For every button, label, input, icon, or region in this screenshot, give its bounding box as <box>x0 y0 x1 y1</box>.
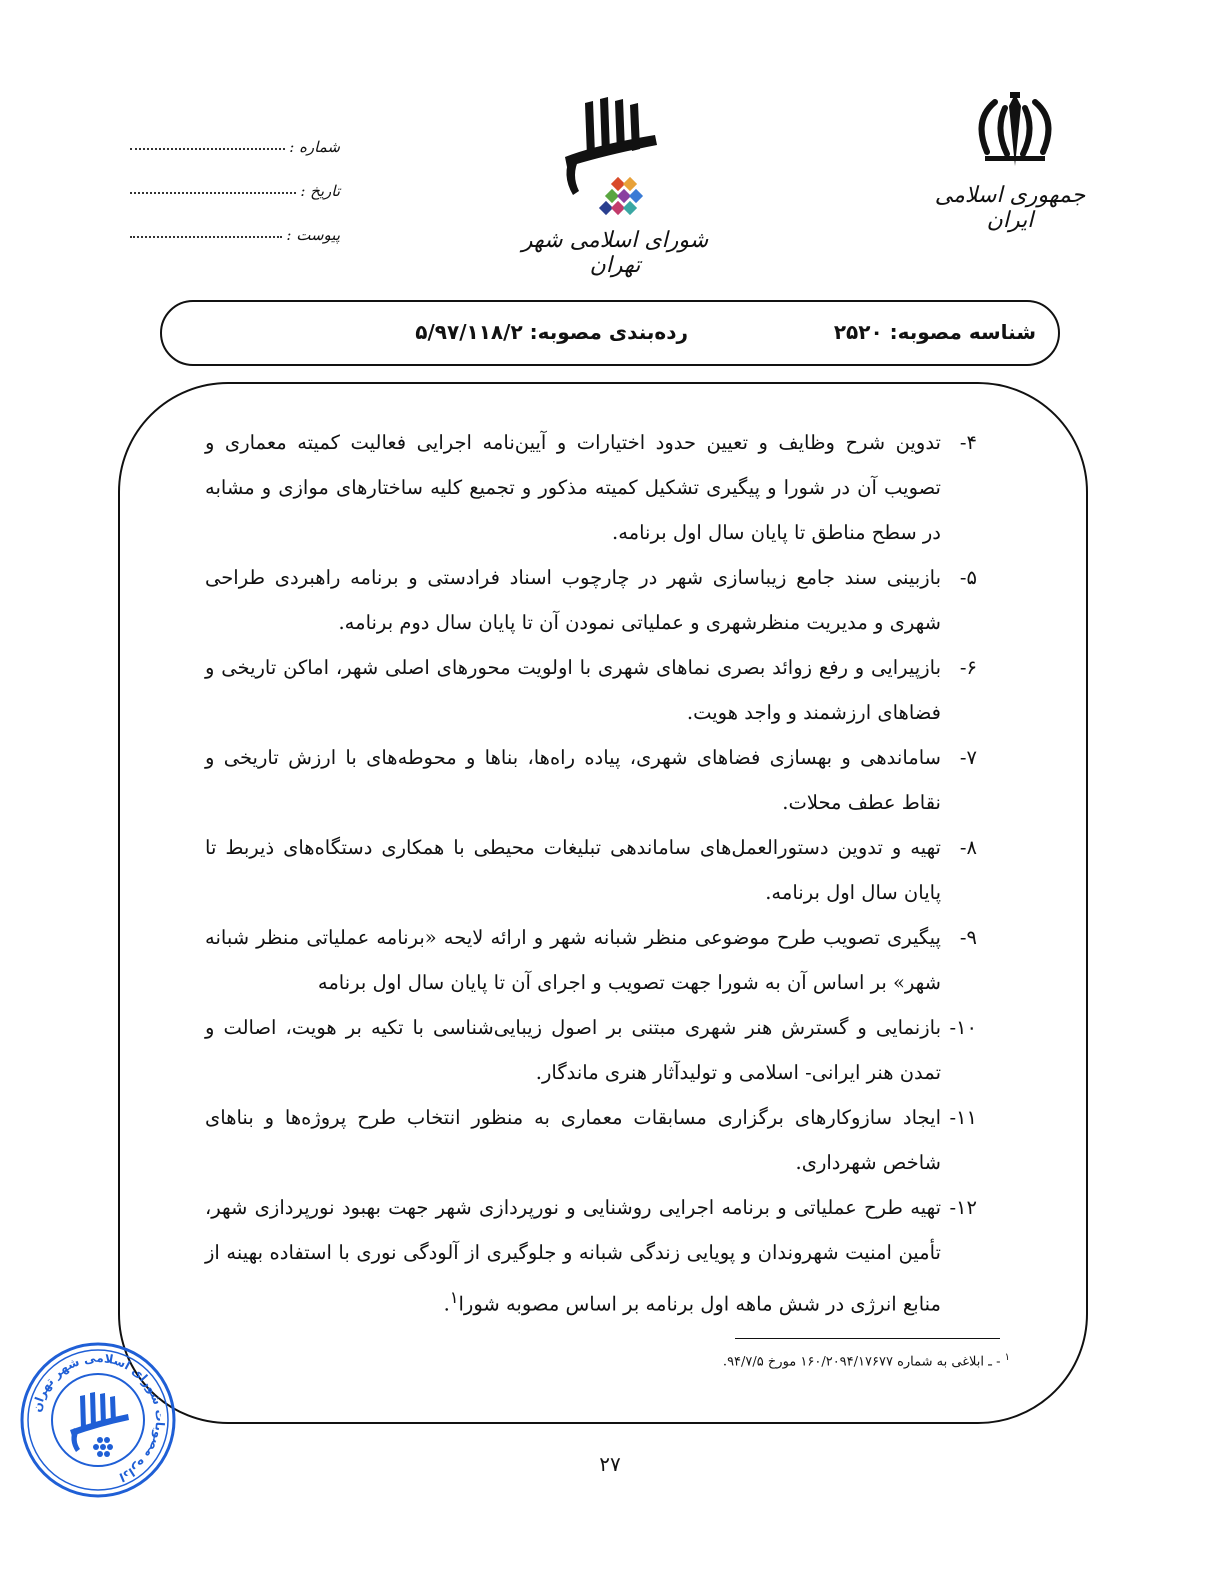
footnote-text: - ـ ابلاغی به شماره ۱۶۰/۲۰۹۴/۱۷۶۷۷ مورخ ۹۴/۷/۵. <box>722 1354 1001 1370</box>
council-stamp-icon <box>18 1340 178 1500</box>
item-number: ۹- <box>959 926 977 949</box>
footnote-divider <box>735 1338 1000 1339</box>
list-item <box>205 420 977 555</box>
attachment-field <box>130 200 340 244</box>
svg-text:اداره مصوبات شورای اسلامی شهر <box>29 1351 167 1485</box>
list-item <box>205 1005 977 1095</box>
footnote-reference: ۱ <box>449 1288 459 1307</box>
item-text: پیگیری تصویب طرح موضوعی منظر شبانه شهر و ارائه لایحه «برنامه عملیاتی منظر شبانه شهر» بر اساس آن به شورا جهت تصویب و اجرای آن تا پایان سال اول برنامه <box>205 926 941 994</box>
republic-caption: جمهوری اسلامی ایران <box>934 183 1086 233</box>
date-label: تاریخ : <box>300 182 340 200</box>
item-number: ۱۰- <box>949 1016 977 1039</box>
number-blank <box>130 147 285 150</box>
resolution-id-bar <box>160 300 1060 366</box>
list-item <box>205 1095 977 1185</box>
footnote <box>690 1352 1010 1369</box>
item-text: بازبینی سند جامع زیباسازی شهر در چارچوب اسناد فرادستی و برنامه راهبردی طراحی شهری و مدیریت منظرشهری و عملیاتی نمودن آن تا پایان سال دوم برنامه. <box>205 566 941 634</box>
list-item <box>205 1185 977 1327</box>
list-item <box>205 825 977 915</box>
item-number: ۱۲- <box>949 1196 977 1219</box>
council-caption: شورای اسلامی شهر تهران <box>521 228 709 278</box>
list-item <box>205 735 977 825</box>
item-text: ایجاد سازوکارهای برگزاری مسابقات معماری به منظور انتخاب طرح پروژه‌ها و بناهای شاخص شهرداری. <box>205 1106 941 1174</box>
date-field <box>130 156 340 200</box>
stamp-text: اداره مصوبات شورای اسلامی شهر تهران <box>29 1350 168 1485</box>
list-item <box>205 555 977 645</box>
item-text: تهیه طرح عملیاتی و برنامه اجرایی روشنایی و نورپردازی شهر جهت بهبود نورپردازی شهر، تأمین امنیت شهروندان و پویایی زندگی شبانه و جلوگیری از آلودگی نوری با استفاده بهینه از منابع انرژی در شش ماهه اول برنامه بر اساس مصوبه شورا <box>205 1196 941 1316</box>
iran-emblem-icon <box>965 90 1065 170</box>
footnote-mark: ۱ <box>1004 1352 1010 1363</box>
page-number: ۲۷ <box>599 1452 621 1476</box>
attachment-label: پیوست : <box>286 226 340 244</box>
item-text: تهیه و تدوین دستورالعمل‌های ساماندهی تبلیغات محیطی با همکاری دستگاه‌های ذیربط تا پایان سال اول برنامه. <box>205 836 941 904</box>
document-metadata <box>130 112 340 244</box>
number-field <box>130 112 340 156</box>
attachment-blank <box>130 235 282 238</box>
list-item <box>205 915 977 1005</box>
item-text-container: تهیه طرح عملیاتی و برنامه اجرایی روشنایی و نورپردازی شهر جهت بهبود نورپردازی شهر، تأمین امنیت شهروندان و پویایی زندگی شبانه و جلوگیری از آلودگی نوری با استفاده بهینه از منابع انرژی در شش ماهه اول برنامه بر اساس مصوبه شورا$^۱$. <box>205 1196 941 1316</box>
item-number: ۱۱- <box>949 1106 977 1129</box>
item-text: تدوین شرح وظایف و تعیین حدود اختیارات و آیین‌نامه اجرایی فعالیت کمیته معماری و تصویب آن در شورا و پیگیری تشکیل کمیته مذکور و تجمیع کلیه ساختارهای موازی و مشابه در سطح مناطق تا پایان سال اول برنامه. <box>205 431 941 544</box>
resolution-classification: رده‌بندی مصوبه: ۵/۹۷/۱۱۸/۲ <box>415 320 688 344</box>
item-text: بازنمایی و گسترش هنر شهری مبتنی بر اصول زیبایی‌شناسی با تکیه بر هویت، اصالت و تمدن هنر ایرانی- اسلامی و تولیدآثار هنری ماندگار. <box>205 1016 941 1084</box>
resolution-id: شناسه مصوبه: ۲۵۲۰ <box>833 320 1036 344</box>
number-label: شماره : <box>289 138 340 156</box>
item-number: ۶- <box>959 656 977 679</box>
city-council-logo-icon <box>555 95 665 225</box>
item-number: ۴- <box>959 431 977 454</box>
item-number: ۸- <box>959 836 977 859</box>
item-text: بازپیرایی و رفع زوائد بصری نماهای شهری با اولویت محورهای اصلی شهر، اماکن تاریخی و فضاهای ارزشمند و واجد هویت. <box>205 656 941 724</box>
item-text: ساماندهی و بهسازی فضاهای شهری، پیاده راه‌ها، بناها و محوطه‌های با ارزش تاریخی و نقاط عطف محلات. <box>205 746 941 814</box>
list-item <box>205 645 977 735</box>
resolution-items <box>205 420 977 1327</box>
item-number: ۵- <box>959 566 977 589</box>
item-number: ۷- <box>959 746 977 769</box>
date-blank <box>130 191 296 194</box>
